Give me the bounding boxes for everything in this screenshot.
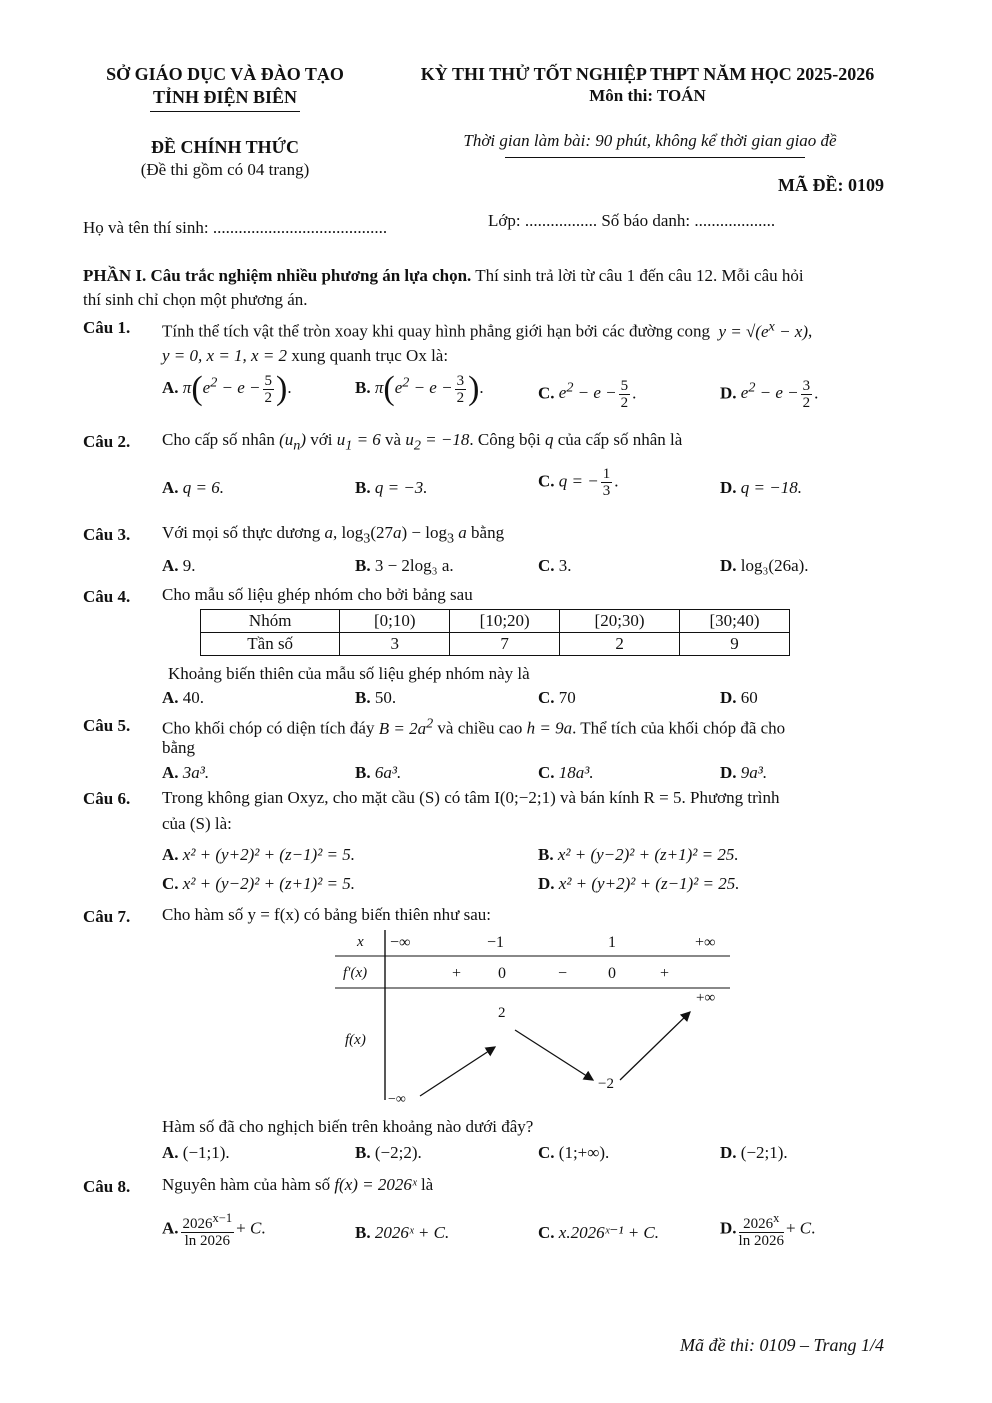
option-a: A. 40.: [162, 688, 205, 707]
function-label: f(x): [345, 1032, 366, 1048]
question-number: Câu 1.: [83, 318, 131, 337]
official-label: ĐỀ CHÍNH THỨC: [150, 137, 300, 157]
table-row: [201, 633, 790, 656]
option-d: D. log₃(26a).: [720, 556, 809, 575]
option-d: D. $\frac{2026^x}{\ln 2026}$ + C.: [720, 1211, 816, 1249]
table-cell: 3: [340, 633, 450, 656]
increase-arrow: [420, 1047, 495, 1096]
question-text: của (S) là:: [162, 814, 232, 833]
pages-note: (Đề thi gồm có 04 trang): [140, 160, 310, 179]
x-value: −∞: [390, 934, 411, 951]
option-d: D. (−2;1).: [720, 1143, 788, 1162]
decrease-arrow: [515, 1030, 593, 1080]
question-text: bằng: [162, 738, 196, 757]
exam-title: KỲ THI THỬ TỐT NGHIỆP THPT NĂM HỌC 2025-2026: [420, 64, 875, 84]
option-b: B. (−2;2).: [355, 1143, 422, 1162]
part1-title: PHẦN I. Câu trắc nghiệm nhiều phương án lựa chọn. Thí sinh trả lời từ câu 1 đến câu 12. Mỗi câu hỏi: [83, 266, 804, 285]
divider: [150, 111, 300, 112]
question-number: Câu 2.: [83, 432, 131, 451]
f-value: −∞: [388, 1092, 406, 1107]
f-value: 2: [498, 1005, 506, 1021]
question-text: Trong không gian Oxyz, cho mặt cầu (S) có tâm I(0;−2;1) và bán kính R = 5. Phương trình: [162, 788, 780, 807]
exam-code: MÃ ĐỀ: 0109: [778, 175, 884, 195]
variation-table: [335, 930, 735, 1100]
option-d: D. x² + (y+2)² + (z−1)² = 25.: [538, 874, 740, 893]
student-name-field: Họ và tên thí sinh: .........................................: [83, 218, 388, 237]
part1-desc: thí sinh chỉ chọn một phương án.: [83, 290, 308, 309]
province-name: TỈNH ĐIỆN BIÊN: [152, 87, 298, 107]
x-label: x: [357, 934, 364, 950]
subject: Môn thi: TOÁN: [589, 86, 706, 105]
page-footer: Mã đề thi: 0109 – Trang 1/4: [680, 1335, 885, 1355]
option-d: D. 9a³.: [720, 763, 768, 782]
derivative-label: f′(x): [343, 965, 368, 981]
x-value: 1: [608, 934, 616, 951]
question-text: Với mọi số thực dương a, $\log_3(27a) - \log_3 a$ bằng: [162, 523, 505, 547]
question-text: Cho khối chóp có diện tích đáy $B = 2a^2$ và chiều cao h = 9a. Thể tích của khối chóp đã cho: [162, 715, 786, 738]
option-b: B. 6a³.: [355, 763, 402, 782]
option-d: D. 60: [720, 688, 758, 707]
option-a: A. x² + (y+2)² + (z−1)² = 5.: [162, 845, 356, 864]
question-number: Câu 6.: [83, 789, 131, 808]
option-c: C. x.2026ˣ⁻¹ + C.: [538, 1223, 660, 1242]
question-text: Nguyên hàm của hàm số f(x) = 2026ˣ là: [162, 1175, 434, 1194]
question-text: y = 0, x = 1, x = 2 xung quanh trục Ox là:: [162, 346, 449, 365]
option-c: C. 18a³.: [538, 763, 594, 782]
question-number: Câu 5.: [83, 716, 131, 735]
table-cell: 9: [679, 633, 789, 656]
question-text: Hàm số đã cho nghịch biến trên khoảng nào dưới đây?: [162, 1117, 534, 1136]
option-a: A. q = 6.: [162, 478, 225, 497]
frequency-table: [200, 609, 790, 656]
table-cell: [10;20): [450, 610, 560, 633]
time-note: Thời gian làm bài: 90 phút, không kể thời gian giao đề: [463, 131, 837, 150]
option-a: A. $\frac{2026^{x-1}}{\ln 2026}$ + C.: [162, 1211, 266, 1249]
sign: +: [660, 965, 670, 982]
option-b: B. $\pi(e^2 - e$ − $\frac{3}{2}$ ).: [355, 370, 484, 407]
question-text: Cho cấp số nhân $(u_n)$ với $u_1 = 6$ và $u_2 = -18$. Công bội q của cấp số nhân là: [162, 430, 683, 454]
student-class-field: Lớp: ................. Số báo danh: ...................: [488, 211, 776, 230]
department-name: SỞ GIÁO DỤC VÀ ĐÀO TẠO: [106, 64, 344, 84]
question-text: Cho hàm số y = f(x) có bảng biến thiên như sau:: [162, 905, 491, 924]
option-a: A. $\pi(e^2 - e$ − $\frac{5}{2}$ ).: [162, 370, 292, 407]
sign: −: [558, 965, 568, 982]
option-a: A. 3a³.: [162, 763, 210, 782]
option-c: C. 3.: [538, 556, 572, 575]
table-cell: 7: [450, 633, 560, 656]
question-text: Tính thể tích vật thể tròn xoay khi quay hình phẳng giới hạn bởi các đường cong $y = √(e^x - x)$,: [162, 318, 813, 341]
f-value: −2: [598, 1076, 614, 1092]
option-b: B. 2026ˣ + C.: [355, 1223, 450, 1242]
option-c: C. 70: [538, 688, 576, 707]
option-b: B. x² + (y−2)² + (z+1)² = 25.: [538, 845, 739, 864]
option-b: B. 3 − 2log₃ a.: [355, 556, 454, 575]
table-cell: Nhóm: [201, 610, 340, 633]
table-row: [201, 610, 790, 633]
option-c: C. $e^2 - e$ − $\frac{5}{2}$ .: [538, 378, 637, 411]
question-text: Khoảng biến thiên của mẫu số liệu ghép nhóm này là: [168, 664, 530, 683]
option-c: C. x² + (y−2)² + (z+1)² = 5.: [162, 874, 356, 893]
option-b: B. 50.: [355, 688, 397, 707]
option-a: A. 9.: [162, 556, 196, 575]
f-value: +∞: [696, 990, 716, 1006]
x-value: +∞: [695, 934, 716, 951]
table-cell: 2: [560, 633, 680, 656]
question-number: Câu 7.: [83, 907, 131, 926]
sign: +: [452, 965, 462, 982]
table-cell: [0;10): [340, 610, 450, 633]
sign: 0: [608, 965, 616, 982]
sign: 0: [498, 965, 506, 982]
table-cell: [30;40): [679, 610, 789, 633]
option-d: D. q = −18.: [720, 478, 802, 497]
variation-table-graphic: [335, 930, 735, 1100]
option-b: B. q = −3.: [355, 478, 428, 497]
option-a: A. (−1;1).: [162, 1143, 230, 1162]
question-number: Câu 3.: [83, 525, 131, 544]
question-number: Câu 4.: [83, 587, 131, 606]
table-cell: Tần số: [201, 633, 340, 656]
question-number: Câu 8.: [83, 1177, 131, 1196]
increase-arrow: [620, 1012, 690, 1080]
divider: [505, 157, 805, 158]
option-c: C. (1;+∞).: [538, 1143, 610, 1162]
question-text: Cho mẫu số liệu ghép nhóm cho bởi bảng sau: [162, 585, 473, 604]
option-d: D. $e^2 - e$ − $\frac{3}{2}$ .: [720, 378, 819, 411]
x-value: −1: [487, 934, 505, 951]
option-c: C. q = − $\frac{1}{3}$ .: [538, 466, 619, 499]
table-cell: [20;30): [560, 610, 680, 633]
